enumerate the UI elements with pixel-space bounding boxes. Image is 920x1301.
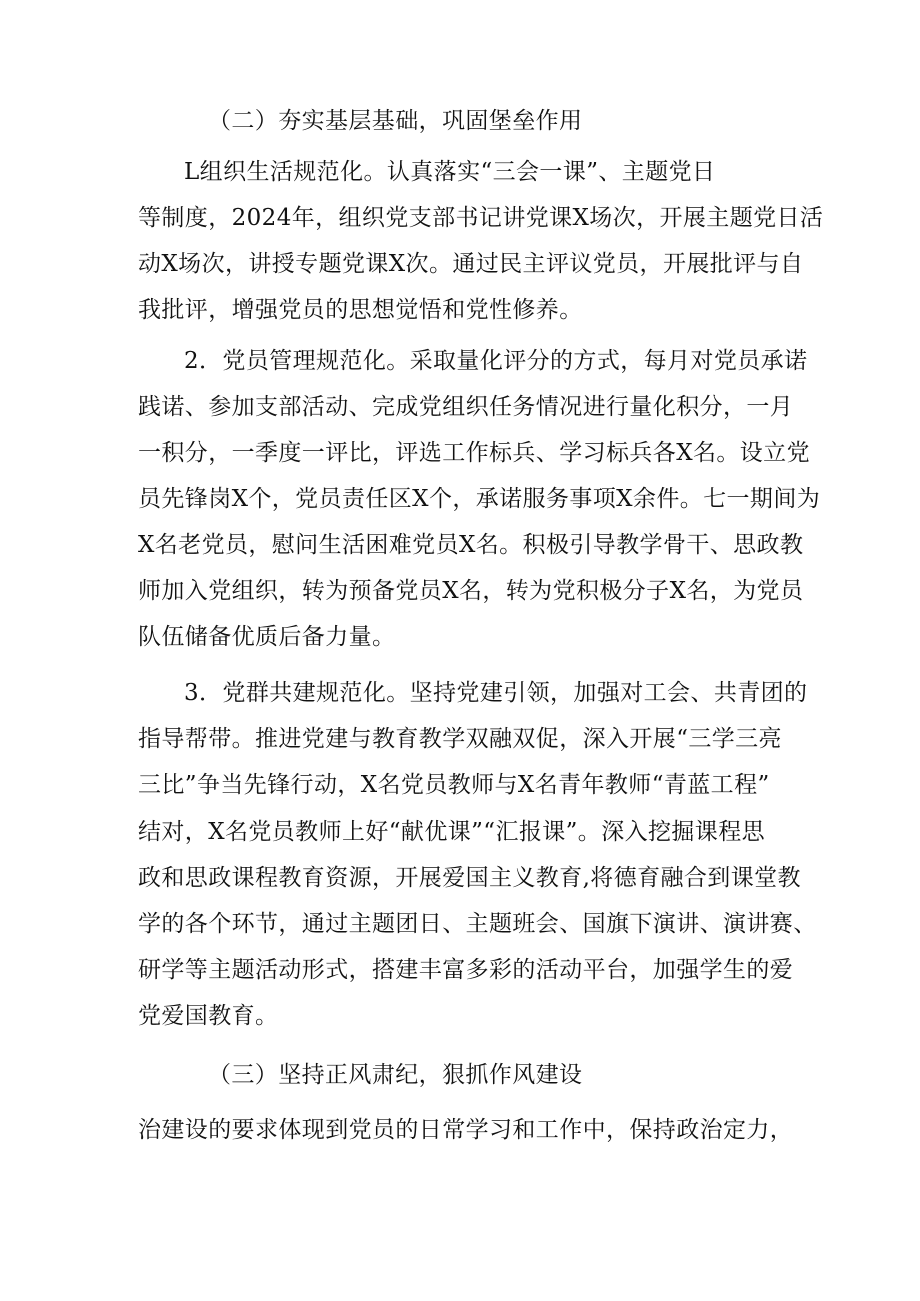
paragraph-line: 等制度，2024年，组织党支部书记讲党课X场次，开展主题党日活 — [138, 205, 824, 231]
paragraph-line: 队伍储备优质后备力量。 — [138, 624, 396, 650]
paragraph-line: 师加入党组织，转为预备党员X名，转为党积极分子X名，为党员 — [138, 578, 804, 604]
section-heading: （三）坚持正风肃纪，狠抓作风建设 — [208, 1062, 583, 1088]
paragraph-line: 一积分，一季度一评比，评选工作标兵、学习标兵各X名。设立党 — [138, 440, 810, 466]
paragraph-line: 3．党群共建规范化。坚持党建引领，加强对工会、共青团的 — [184, 680, 808, 706]
paragraph-line: 指导帮带。推进党建与教育教学双融双促，深入开展“三学三亮 — [138, 726, 782, 752]
paragraph-line: 员先锋岗X个，党员责任区X个，承诺服务事项X余件。七一期间为 — [138, 486, 821, 512]
paragraph-line: 动X场次，讲授专题党课X次。通过民主评议党员，开展批评与自 — [138, 251, 804, 277]
paragraph-line: 2．党员管理规范化。采取量化评分的方式，每月对党员承诺 — [184, 348, 808, 374]
paragraph-line: 政和思政课程教育资源，开展爱国主义教育,将德育融合到课堂教 — [138, 865, 801, 891]
paragraph-line: 治建设的要求体现到党员的日常学习和工作中，保持政治定力， — [138, 1117, 794, 1143]
paragraph-line: 党爱国教育。 — [138, 1003, 279, 1029]
paragraph-line: 学的各个环节，通过主题团日、主题班会、国旗下演讲、演讲赛、 — [138, 911, 817, 937]
paragraph-line: L组织生活规范化。认真落实“三会一课”、主题党日 — [184, 159, 716, 185]
paragraph-line: 践诺、参加支部活动、完成党组织任务情况进行量化积分，一月 — [138, 394, 794, 420]
paragraph-line: 三比”争当先锋行动，X名党员教师与X名青年教师“青蓝工程” — [138, 772, 770, 798]
paragraph-line: 我批评，增强党员的思想觉悟和党性修养。 — [138, 297, 583, 323]
section-heading: （二）夯实基层基础，巩固堡垒作用 — [208, 108, 583, 134]
paragraph-line: 结对，X名党员教师上好“献优课”“汇报课”。深入挖掘课程思 — [138, 819, 766, 845]
paragraph-line: X名老党员，慰问生活困难党员X名。积极引导教学骨干、思政教 — [138, 532, 804, 558]
paragraph-line: 研学等主题活动形式，搭建丰富多彩的活动平台，加强学生的爱 — [138, 957, 794, 983]
